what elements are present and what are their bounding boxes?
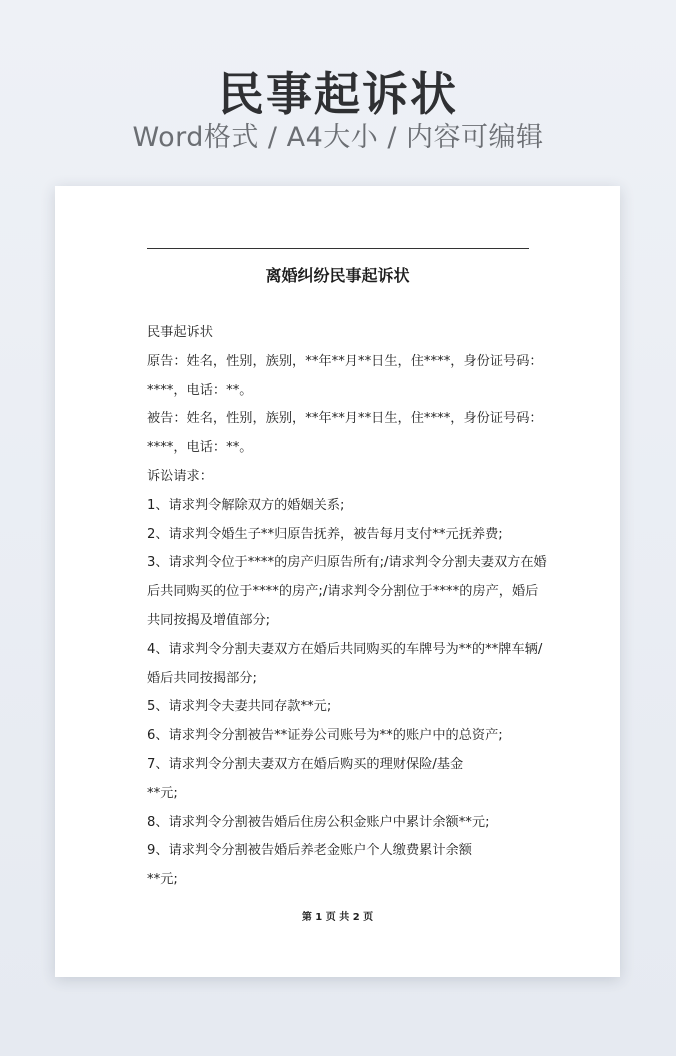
document-line: 1、请求判令解除双方的婚姻关系; (147, 497, 345, 513)
document-line: 8、请求判令分割被告婚后住房公积金账户中累计余额**元; (147, 814, 490, 830)
page-number-footer: 第 1 页 共 2 页 (301, 912, 374, 923)
document-line: 原告：姓名，性别，族别，**年**月**日生，住****，身份证号码： (147, 353, 543, 369)
hero-subtitle: Word格式 / A4大小 / 内容可编辑 (132, 122, 544, 153)
hero-title: 民事起诉状 (218, 67, 458, 121)
document-line: **元; (147, 872, 178, 888)
document-line: 民事起诉状 (147, 325, 213, 340)
document-title: 离婚纠纷民事起诉状 (265, 266, 410, 285)
header-rule (147, 248, 529, 249)
document-line: 7、请求判令分割夫妻双方在婚后购买的理财保险/基金 (147, 756, 464, 772)
document-line: 4、请求判令分割夫妻双方在婚后共同购买的车牌号为**的**牌车辆/ (147, 641, 543, 657)
document-line: ****，电话：**。 (147, 382, 253, 398)
document-line: ****，电话：**。 (147, 440, 253, 456)
document-line: 诉讼请求： (147, 468, 213, 484)
document-line: 3、请求判令位于****的房产归原告所有;/请求判令分割夫妻双方在婚 (147, 555, 547, 571)
document-line: 后共同购买的位于****的房产;/请求判令分割位于****的房产，婚后 (147, 584, 539, 600)
document-line: 被告：姓名，性别，族别，**年**月**日生，住****，身份证号码： (147, 411, 543, 427)
document-line: 婚后共同按揭部分; (147, 670, 257, 686)
document-line: 9、请求判令分割被告婚后养老金账户个人缴费累计余额 (147, 843, 472, 859)
document-line: 6、请求判令分割被告**证券公司账号为**的账户中的总资产; (147, 728, 503, 744)
document-page (55, 186, 620, 977)
document-line: **元; (147, 785, 178, 801)
document-line: 共同按揭及增值部分; (147, 612, 271, 628)
document-line: 2、请求判令婚生子**归原告抚养，被告每月支付**元抚养费; (147, 526, 503, 542)
document-line: 5、请求判令夫妻共同存款**元; (147, 699, 332, 715)
document-body (147, 319, 547, 895)
